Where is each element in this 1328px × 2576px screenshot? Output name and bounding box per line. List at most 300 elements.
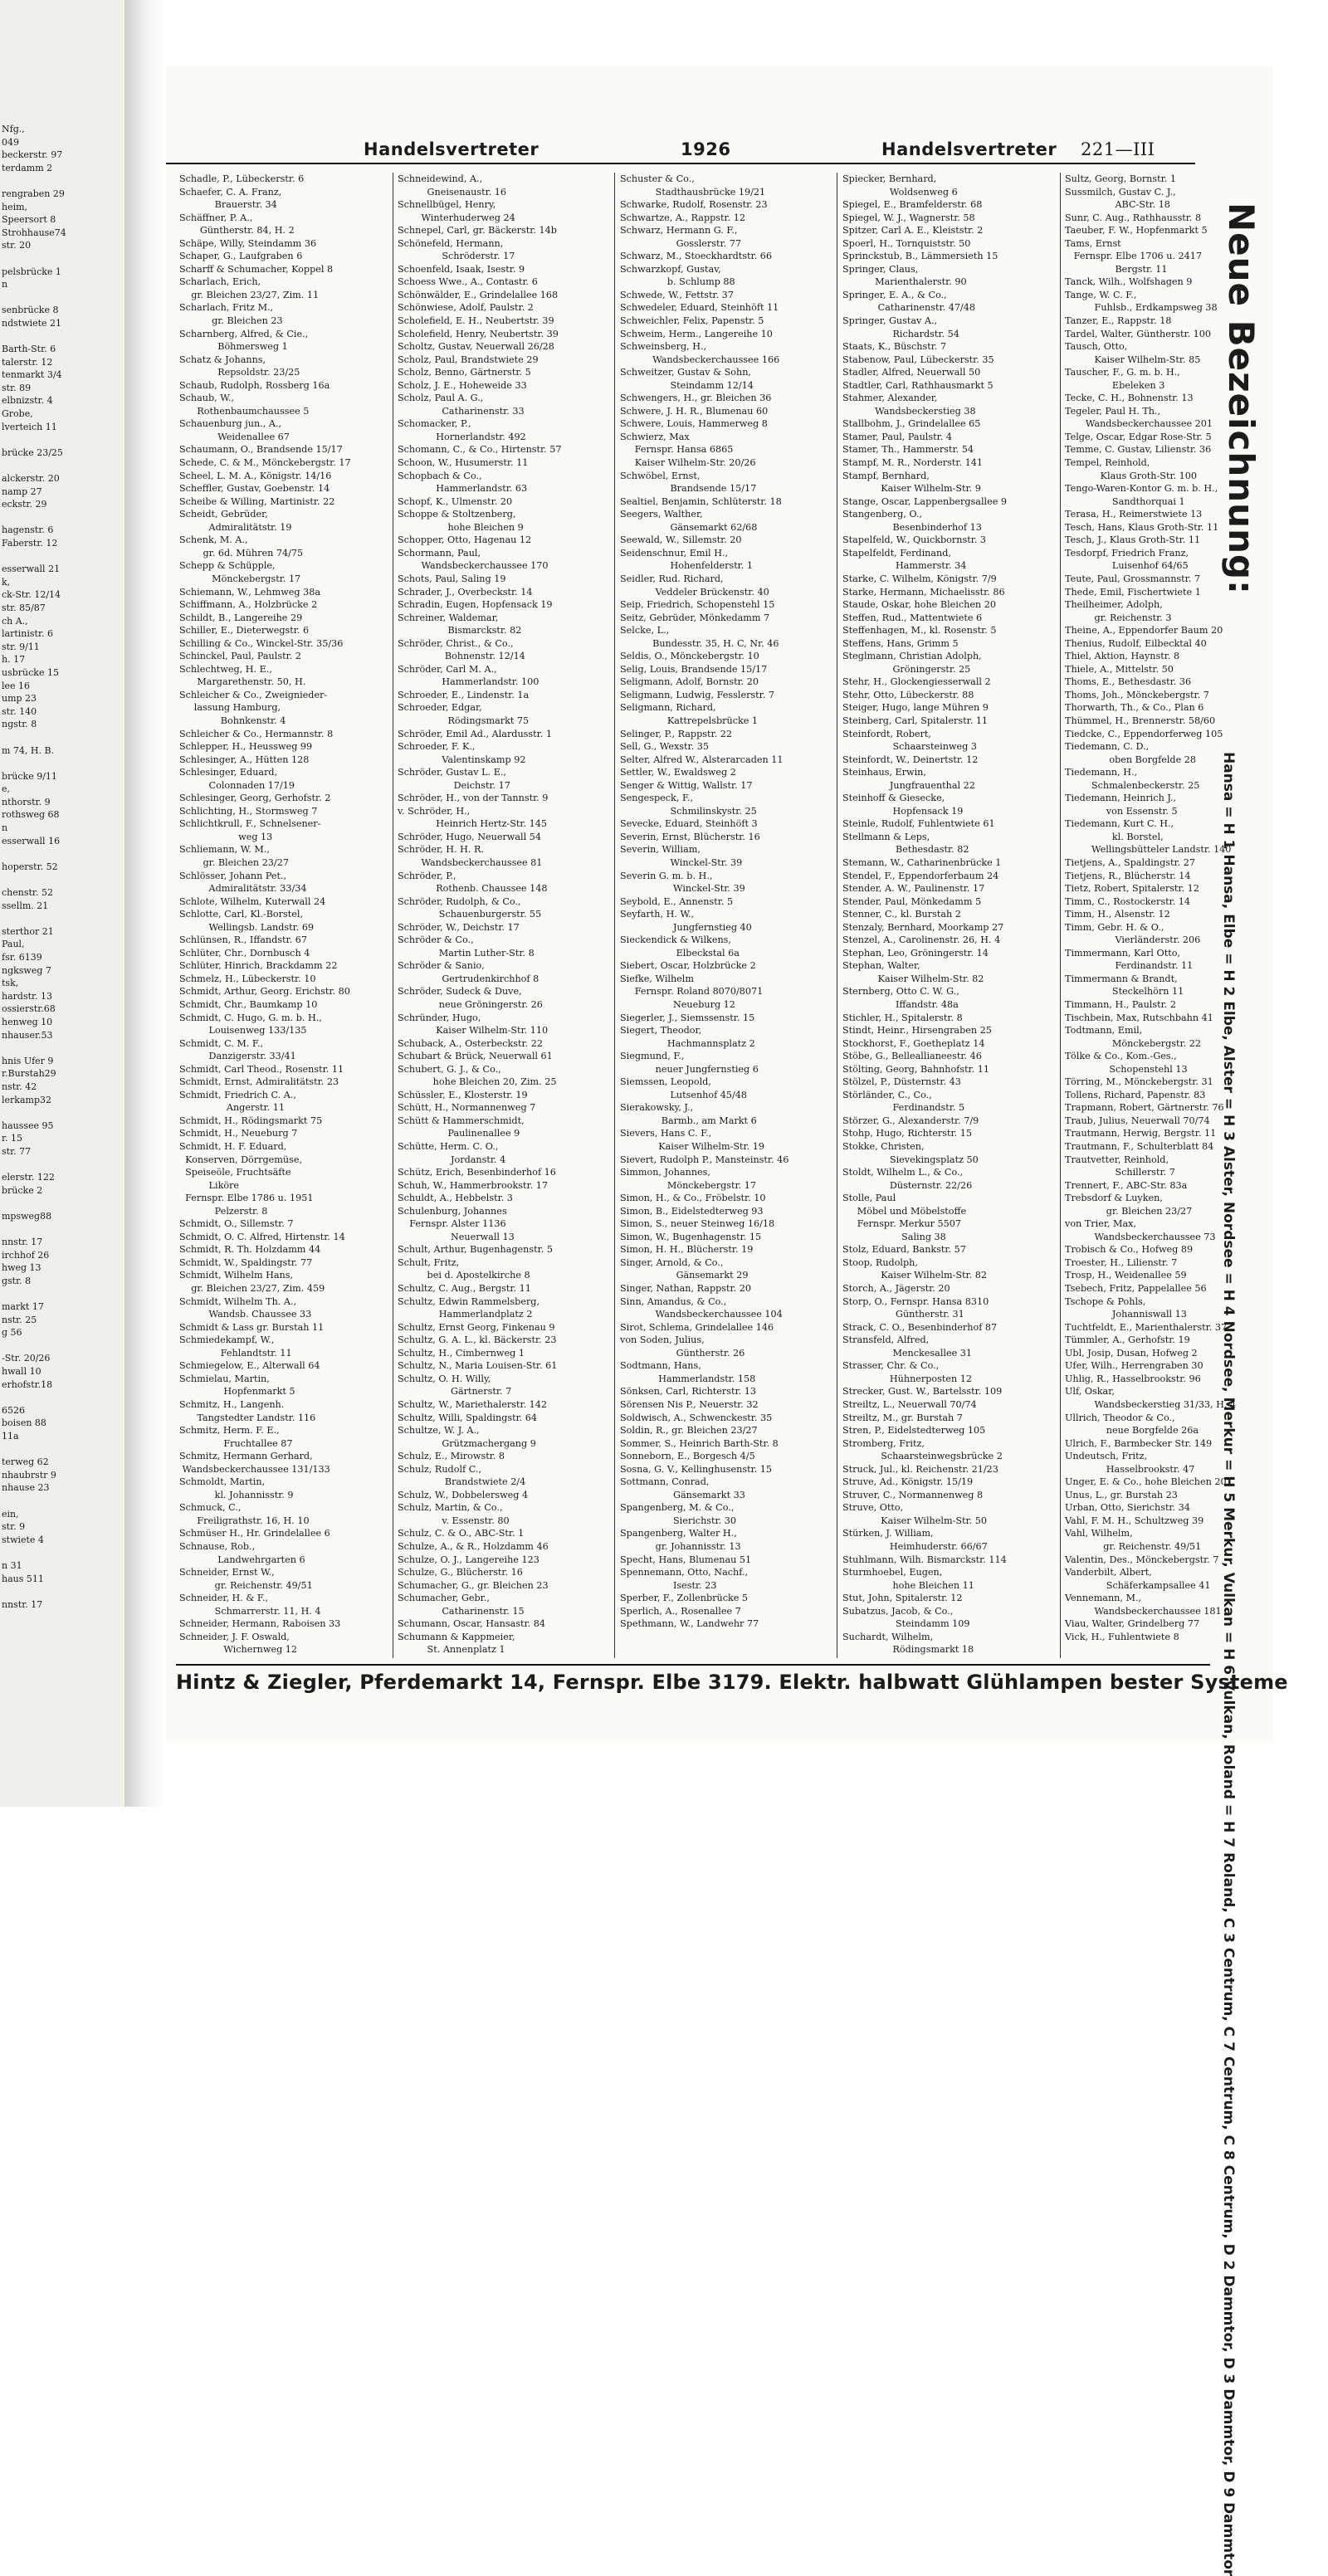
directory-entry-line: Schroeder, E., Lindenstr. 1a (398, 689, 530, 700)
directory-entry-line: Schultz, O. H. Willy, (398, 1373, 491, 1384)
binding-strip-line (0, 1391, 124, 1404)
directory-entry-line: Schuback, A., Osterbeckstr. 22 (398, 1037, 543, 1049)
directory-entry-line: Sosna, G. V., Kellinghusenstr. 15 (620, 1463, 773, 1475)
directory-entry-line: Klaus Groth-Str. 100 (1065, 470, 1198, 481)
directory-entry-line: Schinckel, Paul, Paulstr. 2 (179, 651, 301, 662)
directory-entry-line: Wandsbeckerchaussee 170 (398, 560, 549, 572)
directory-entry-line: Schiller, E., Dieterwegstr. 6 (179, 625, 310, 637)
directory-entry-line: Vick, H., Fuhlentwiete 8 (1065, 1631, 1179, 1642)
directory-entry-line: Schreiner, Waldemar, (398, 612, 499, 623)
directory-entry-line: Admiralitätstr. 33/34 (179, 883, 307, 895)
directory-entry-line: Schlechtweg, H. E., (179, 663, 272, 675)
directory-entry-line: Kaiser Wilhelm-Str. 20/26 (620, 457, 756, 469)
directory-entry-line: Schmidt, Ernst, Admiralitätstr. 23 (179, 1076, 339, 1088)
directory-entry-line: Schmidt, Friedrich C. A., (179, 1089, 296, 1100)
directory-entry-line: Tangstedter Landstr. 116 (179, 1412, 316, 1423)
directory-entry-line: Scheel, L. M. A., Königstr. 14/16 (179, 470, 332, 481)
directory-entry-line: Hachmannsplatz 2 (620, 1037, 755, 1049)
directory-entry-line: Schönefeld, Hermann, (398, 237, 504, 249)
binding-strip-line: ump 23 (2, 693, 37, 705)
directory-entry-line: Schneider, J. F. Oswald, (179, 1631, 290, 1642)
directory-entry-line: Marienthalerstr. 90 (842, 276, 967, 288)
directory-entry-line: Steindamm 109 (842, 1618, 970, 1630)
directory-entry-line: Schultze, W. J. A., (398, 1425, 480, 1437)
directory-entry-line: Stromberg, Fritz, (842, 1437, 925, 1449)
directory-entry-line: Schultz, W., Mariethalerstr. 142 (398, 1398, 548, 1410)
sidebar-subtitle: Hansa = H 1 Hansa, Elbe = H 2 Elbe, Alster = H 3 Alster, Nordsee = H 4 Nordsee, Merkur = H 5 Merkur, Vulkan = H 6 Vulkan, Roland = H 7 Roland, C 3 Centrum, C 7 Centrum, C 8 Centrum, D 2 Dammtor, D 3 Dammtor, D 9 Dammtor (1220, 752, 1237, 2576)
binding-strip-line (0, 1287, 124, 1300)
directory-entry-line: Törring, M., Mönckebergstr. 31 (1065, 1076, 1213, 1088)
directory-entry-line: Schütz, Erich, Besenbinderhof 16 (398, 1167, 556, 1178)
directory-entry-line: gr. Reichenstr. 3 (1065, 612, 1172, 623)
directory-entry-line: von Trier, Max, (1065, 1218, 1137, 1230)
directory-entry-line: Terasa, H., Reimerstwiete 13 (1065, 509, 1203, 520)
binding-strip (0, 0, 127, 1807)
directory-entry-line: Stoldt, Wilhelm L., & Co., (842, 1167, 964, 1178)
directory-entry-line: Schneider, H. & F., (179, 1593, 269, 1604)
directory-entry-line: Sirot, Schlema, Grindelallee 146 (620, 1321, 774, 1333)
directory-entry-line: Schillerstr. 7 (1065, 1167, 1175, 1178)
directory-entry-line: Sussmilch, Gustav C. J., (1065, 186, 1176, 198)
directory-entry-line: Struck, Jul., kl. Reichenstr. 21/23 (842, 1463, 998, 1475)
directory-entry-line: Siebert, Oscar, Holzbrücke 2 (620, 960, 756, 972)
directory-entry-line: Sievekingsplatz 50 (842, 1154, 979, 1165)
directory-entry-line: Severin G. m. b. H., (620, 870, 713, 881)
directory-entry-line: Schaumann, O., Brandsende 15/17 (179, 444, 343, 456)
directory-column-5 (1062, 173, 1237, 1658)
directory-entry-line: Hammerlandstr. 100 (398, 676, 540, 688)
directory-entry-line: Schneidewind, A., (398, 173, 483, 184)
binding-strip-line: erhofstr.18 (2, 1378, 53, 1390)
directory-entry-line: Starke, C. Wilhelm, Königstr. 7/9 (842, 573, 997, 584)
directory-entry-line: Schulze, A., & R., Holzdamm 46 (398, 1540, 549, 1552)
binding-strip-line: n 31 (2, 1559, 22, 1571)
directory-entry-line: Mönckebergstr. 17 (179, 573, 301, 584)
directory-entry-line: Brauerstr. 34 (179, 199, 277, 211)
binding-strip-line: nhause 23 (2, 1482, 50, 1494)
directory-entry-line: Wellingsbütteler Landstr. 140 (1065, 844, 1232, 856)
directory-entry-line: Scholz, J. E., Hoheweide 33 (398, 379, 527, 391)
directory-entry-line: Colonnaden 17/19 (179, 779, 295, 791)
directory-entry-line: Schoon, W., Husumerstr. 11 (398, 457, 529, 469)
directory-entry-line: Schweitzer, Gustav & Sohn, (620, 367, 751, 378)
directory-entry-line: Louisenweg 133/135 (179, 1025, 307, 1037)
directory-entry-line: Fernspr. Alster 1136 (398, 1218, 506, 1230)
directory-entry-line: Trautvetter, Reinhold, (1065, 1154, 1169, 1165)
directory-entry-line: Schlepper, H., Heussweg 99 (179, 741, 313, 753)
directory-entry-line: Schultz, G. A. L., kl. Bäckerstr. 23 (398, 1334, 557, 1346)
directory-entry-line: Schoppe & Stoltzenberg, (398, 509, 516, 520)
directory-entry-line: Wandsbeckerchaussee 104 (620, 1309, 783, 1320)
directory-entry-line: Seidler, Rud. Richard, (620, 573, 724, 584)
directory-entry-line: Simon, S., neuer Steinweg 16/18 (620, 1218, 775, 1230)
directory-entry-line: Suchardt, Wilhelm, (842, 1631, 934, 1642)
directory-entry-line: Simon, B., Eidelstedterweg 93 (620, 1205, 764, 1217)
directory-entry-line: Vierländerstr. 206 (1065, 934, 1201, 946)
binding-strip-line: esserwall 21 (2, 564, 61, 575)
directory-entry-line: Steglmann, Christian Adolph, (842, 651, 982, 662)
directory-entry-line: Tams, Ernst (1065, 237, 1121, 249)
directory-entry-line: Schmidt, R. Th. Holzdamm 44 (179, 1244, 321, 1256)
directory-entry-line: Schilling & Co., Winckel-Str. 35/36 (179, 637, 344, 649)
directory-entry-line: Schmidt & Lass gr. Burstah 11 (179, 1321, 325, 1333)
directory-entry-line: Schröder, Christ., & Co., (398, 637, 514, 649)
directory-entry-line: neue Gröningerstr. 26 (398, 999, 543, 1010)
directory-entry-line: Soldwisch, A., Schwenckestr. 35 (620, 1412, 773, 1423)
directory-entry-line: gr. Johannisstr. 13 (620, 1540, 741, 1552)
binding-strip-line: eckstr. 29 (2, 499, 47, 510)
directory-entry-line: Schlüter, Hinrich, Brackdamm 22 (179, 960, 338, 972)
directory-entry-line: Stephan, Leo, Gröningerstr. 14 (842, 947, 989, 959)
directory-entry-line: Wandsbeckerstieg 38 (842, 405, 976, 417)
directory-entry-line: gr. Bleichen 23/27 (1065, 1205, 1193, 1217)
directory-entry-line: Schmidt, H. F. Eduard, (179, 1141, 287, 1153)
directory-entry-line: kl. Borstel, (1065, 831, 1164, 842)
directory-entry-line: Theilheimer, Adolph, (1065, 599, 1163, 611)
binding-strip-text (0, 123, 124, 1611)
directory-entry-line: Stampf, Bernhard, (842, 470, 930, 481)
directory-entry-line: Thiel, Aktion, Haynstr. 8 (1065, 651, 1180, 662)
directory-entry-line: Seip, Friedrich, Schopenstehl 15 (620, 599, 775, 611)
binding-strip-line: n (2, 822, 8, 834)
directory-entry-line: Schneider, Hermann, Raboisen 33 (179, 1618, 341, 1630)
directory-entry-line: Schwarz, Hermann G. F., (620, 225, 738, 237)
binding-strip-line (0, 1159, 124, 1172)
binding-strip-line (0, 1443, 124, 1456)
directory-entry-line: gr. Bleichen 23 (179, 315, 283, 327)
directory-entry-line: Schneider, Ernst W., (179, 1567, 275, 1578)
directory-entry-line: Stapelfeld, W., Quickbornstr. 3 (842, 534, 987, 546)
directory-entry-line: Scharlach, Erich, (179, 276, 261, 288)
binding-strip-line (0, 1197, 124, 1210)
directory-entry-line: Fernspr. Roland 8070/8071 (620, 986, 764, 998)
directory-entry-line: Stampf, M. R., Norderstr. 141 (842, 457, 983, 469)
directory-entry-line: Kaiser Wilhelm-Str. 85 (1065, 354, 1201, 365)
directory-entry-line: Teute, Paul, Grossmannstr. 7 (1065, 573, 1201, 584)
directory-entry-line: Strasser, Chr. & Co., (842, 1360, 940, 1372)
directory-entry-line: Temme, C. Gustav, Lilienstr. 36 (1065, 444, 1212, 456)
directory-entry-line: Stenzel, A., Carolinenstr. 26, H. 4 (842, 934, 1001, 946)
directory-entry-line: Steinhoff & Giesecke, (842, 793, 945, 804)
directory-entry-line: Tollens, Richard, Papenstr. 83 (1065, 1089, 1206, 1100)
directory-entry-line: Vahl, F. M. H., Schultzweg 39 (1065, 1515, 1204, 1526)
directory-entry-line: Stichler, H., Spitalerstr. 8 (842, 1012, 963, 1023)
directory-entry-line: Tardel, Walter, Güntherstr. 100 (1065, 328, 1212, 339)
directory-entry-line: Schröder, Carl M. A., (398, 663, 497, 675)
directory-entry-line: Schauenburg jun., A., (179, 418, 282, 430)
directory-entry-line: Singer, Arnold, & Co., (620, 1256, 724, 1268)
directory-entry-line: Schmilinskystr. 25 (620, 805, 757, 817)
directory-entry-line: Schröder, Rudolph, & Co., (398, 895, 521, 907)
directory-entry-line: Schroeder, F. K., (398, 741, 476, 753)
directory-entry-line: Schaub, W., (179, 393, 234, 404)
directory-entry-line: Sievert, Rudolph P., Mansteinstr. 46 (620, 1154, 789, 1165)
directory-entry-line: Schröder, H., von der Tannstr. 9 (398, 793, 549, 804)
directory-entry-line: Schütt, H., Normannenweg 7 (398, 1102, 536, 1114)
directory-entry-line: gr. Bleichen 23/27 (179, 856, 289, 868)
directory-entry-line: Trautmann, F., Schulterblatt 84 (1065, 1141, 1214, 1153)
directory-entry-line: Schmalenbeckerstr. 25 (1065, 779, 1200, 791)
directory-entry-line: gr. 6d. Mühren 74/75 (179, 547, 304, 559)
directory-entry-line: Kaiser Wilhelm-Str. 50 (842, 1515, 987, 1526)
header-left-title: Handelsvertreter (364, 139, 540, 159)
directory-entry-line: Gänsemarkt 29 (620, 1270, 749, 1281)
directory-entry-line: Elbeckstal 6a (620, 947, 740, 959)
directory-entry-line: Bergstr. 11 (1065, 263, 1168, 275)
page-gutter (124, 0, 166, 1807)
directory-entry-line: Winterhuderweg 24 (398, 212, 515, 223)
binding-strip-line: namp 27 (2, 485, 42, 497)
directory-entry-line: Scholefield, E. H., Neubertstr. 39 (398, 315, 554, 327)
directory-entry-line: St. Annenplatz 1 (398, 1644, 505, 1656)
directory-entry-line: Schwere, Louis, Hammerweg 8 (620, 418, 768, 430)
directory-entry-line: Speiseöle, Fruchtsäfte (179, 1167, 291, 1178)
directory-entry-line: Schmidt, Wilhelm Hans, (179, 1270, 294, 1281)
directory-entry-line: Thenius, Rudolf, Eilbecktal 40 (1065, 637, 1207, 649)
directory-entry-line: Tuchtfeldt, E., Marienthalerstr. 37 (1065, 1321, 1228, 1333)
directory-entry-line: Tölke & Co., Kom.-Ges., (1065, 1051, 1177, 1062)
directory-entry-line: Schlesinger, A., Hütten 128 (179, 754, 310, 765)
directory-entry-line: Repsoldstr. 23/25 (179, 367, 300, 378)
directory-entry-line: Güntherstr. 26 (620, 1347, 745, 1359)
directory-entry-line: Theine, A., Eppendorfer Baum 20 (1065, 625, 1223, 637)
directory-entry-line: Schüssler, E., Klosterstr. 19 (398, 1089, 528, 1100)
binding-strip-line: mpsweg88 (2, 1210, 52, 1222)
directory-entry-line: Stender, A. W., Paulinenstr. 17 (842, 883, 985, 895)
binding-strip-line (0, 252, 124, 266)
directory-entry-line: Hohenfelderstr. 1 (620, 560, 754, 572)
directory-entry-line: Schrader, J., Overbeckstr. 14 (398, 586, 533, 598)
binding-strip-line: terdamm 2 (2, 162, 53, 173)
directory-entry-line: Tesdorpf, Friedrich Franz, (1065, 547, 1189, 559)
directory-entry-line: Schaper, G., Laufgraben 6 (179, 251, 303, 262)
directory-entry-line: Siegmund, F., (620, 1051, 685, 1062)
directory-entry-line: Paulinenallee 9 (398, 1128, 520, 1139)
directory-entry-line: Schlösser, Johann Pet., (179, 870, 287, 881)
directory-entry-line: Schulze, G., Blücherstr. 16 (398, 1567, 523, 1578)
directory-entry-line: Siegert, Theodor, (620, 1025, 702, 1037)
directory-entry-line: Ulf, Oskar, (1065, 1386, 1115, 1398)
directory-entry-line: hohe Bleichen 11 (842, 1579, 974, 1591)
directory-entry-line: Sturmhoebel, Eugen, (842, 1567, 943, 1578)
binding-strip-line (0, 1106, 124, 1120)
directory-entry-line: Rothenbaumchaussee 5 (179, 405, 310, 417)
directory-entry-line: gr. Bleichen 23/27, Zim. 459 (179, 1283, 325, 1295)
directory-entry-line: Schäpe, Willy, Steindamm 36 (179, 237, 317, 249)
directory-entry-line: Lutsenhof 45/48 (620, 1089, 748, 1100)
directory-entry-line: Strecker, Gust. W., Bartelsstr. 109 (842, 1386, 1003, 1398)
binding-strip-line: heim, (2, 201, 28, 212)
directory-entry-line: oben Borgfelde 28 (1065, 754, 1197, 765)
directory-entry-line: Schröder, W., Deichstr. 17 (398, 921, 520, 933)
directory-entry-line: Schmidt, C. M. F., (179, 1037, 264, 1049)
directory-entry-line: Schmidt, Arthur, Georg. Erichstr. 80 (179, 986, 350, 998)
directory-entry-line: Fernspr. Elbe 1706 u. 2417 (1065, 251, 1203, 262)
directory-entry-line: Stürken, J. William, (842, 1528, 934, 1539)
directory-entry-line: Selig, Louis, Brandsende 15/17 (620, 663, 768, 675)
directory-entry-line: Tange, W. C. F., (1065, 289, 1137, 300)
directory-entry-line: Schopf, K., Ulmenstr. 20 (398, 495, 513, 507)
directory-entry-line: Valentin, Des., Mönckebergstr. 7 (1065, 1554, 1219, 1565)
directory-entry-line: Heimhuderstr. 66/67 (842, 1540, 988, 1552)
binding-strip-line (0, 912, 124, 925)
directory-entry-line: Catharinenstr. 33 (398, 405, 525, 417)
directory-entry-line: Tümmler, A., Gerhofstr. 19 (1065, 1334, 1190, 1346)
directory-entry-line: Thoms, Joh., Mönckebergstr. 7 (1065, 689, 1209, 700)
directory-entry-line: Stabenow, Paul, Lübeckerstr. 35 (842, 354, 994, 365)
directory-entry-line: Stangenberg, O., (842, 509, 923, 520)
binding-strip-line: lee 16 (2, 680, 31, 691)
directory-entry-line: Subatzus, Jacob, & Co., (842, 1605, 954, 1617)
directory-entry-line: hohe Bleichen 9 (398, 521, 524, 533)
binding-strip-line (0, 433, 124, 446)
directory-entry-line: Kaiser Wilhelm-Str. 19 (620, 1141, 764, 1153)
directory-entry-line: Schiemann, W., Lehmweg 38a (179, 586, 321, 598)
directory-entry-line: Sommer, S., Heinrich Barth-Str. 8 (620, 1437, 779, 1449)
directory-entry-line: Storp, O., Fernspr. Hansa 8310 (842, 1295, 989, 1307)
sidebar-notice (1220, 173, 1278, 2576)
directory-entry-line: Seidenschnur, Emil H., (620, 547, 729, 559)
directory-entry-line: gr. Reichenstr. 49/51 (179, 1579, 313, 1591)
directory-entry-line: Kaiser Wilhelm-Str. 110 (398, 1025, 549, 1037)
directory-entry-line: Spiegel, E., Bramfelderstr. 68 (842, 199, 983, 211)
directory-entry-line: Schröder, Gustav L. E., (398, 767, 506, 778)
directory-entry-line: Schuldt, A., Hebbelstr. 3 (398, 1193, 513, 1204)
directory-entry-line: Schröder, Emil Ad., Alardusstr. 1 (398, 728, 552, 739)
directory-entry-line: Schulz, C. & O., ABC-Str. 1 (398, 1528, 525, 1539)
directory-entry-line: Heinrich Hertz-Str. 145 (398, 818, 547, 830)
directory-entry-line: Schönwiese, Adolf, Paulstr. 2 (398, 302, 534, 314)
binding-strip-line: chenstr. 52 (2, 887, 53, 899)
directory-entry-line: Sultz, Georg, Bornstr. 1 (1065, 173, 1176, 184)
directory-entry-line: Schwarzkopf, Gustav, (620, 263, 721, 275)
binding-strip-line: nnstr. 17 (2, 1598, 43, 1610)
binding-strip-line: hardstr. 13 (2, 990, 53, 1002)
directory-entry-line: Schaub, Rudolph, Rossberg 16a (179, 379, 330, 391)
directory-entry-line: Schaefer, C. A. Franz, (179, 186, 282, 198)
directory-entry-line: Fuhlsb., Erdkampsweg 38 (1065, 302, 1218, 314)
binding-strip-line (0, 731, 124, 744)
directory-entry-line: Stölzel, P., Düsternstr. 43 (842, 1076, 961, 1088)
binding-strip-line (0, 1222, 124, 1236)
directory-entry-line: weg 13 (179, 831, 273, 842)
directory-entry-line: Stadtler, Carl, Rathhausmarkt 5 (842, 379, 994, 391)
binding-strip-line: tenmarkt 3/4 (2, 369, 62, 381)
directory-entry-line: Schwarke, Rudolf, Rosenstr. 23 (620, 199, 768, 211)
binding-strip-line: senbrücke 8 (2, 305, 59, 316)
directory-entry-line: Springer, E. A., & Co., (842, 289, 947, 300)
directory-entry-line: Schoenfeld, Isaak, Isestr. 9 (398, 263, 525, 275)
directory-entry-line: Scharlach, Fritz M., (179, 302, 274, 314)
directory-entry-line: Steinle, Rudolf, Fuhlentwiete 61 (842, 818, 995, 830)
directory-entry-line: Stölting, Georg, Bahnhofstr. 11 (842, 1063, 990, 1075)
directory-entry-line: Schmuck, C., (179, 1502, 242, 1514)
directory-entry-line: Hammerlandstr. 63 (398, 483, 528, 495)
directory-entry-line: Seligmann, Adolf, Bornstr. 20 (620, 676, 759, 688)
directory-entry-line: Stapelfeldt, Ferdinand, (842, 547, 951, 559)
directory-entry-line: Sandthorquai 1 (1065, 495, 1185, 507)
directory-entry-line: Wellingsb. Landstr. 69 (179, 921, 315, 933)
directory-entry-line: Wandsbeckerchaussee 201 (1065, 418, 1213, 430)
directory-entry-line: Stenner, C., kl. Burstah 2 (842, 909, 961, 920)
directory-entry-line: Margarethenstr. 50, H. (179, 676, 306, 688)
directory-entry-line: Weidenallee 67 (179, 431, 290, 442)
binding-strip-line: hweg 13 (2, 1262, 42, 1274)
directory-entry-line: Schwierz, Max (620, 431, 690, 442)
directory-entry-line: Schwere, J. H. R., Blumenau 60 (620, 405, 769, 417)
directory-entry-line: Schlote, Wilhelm, Kuterwall 24 (179, 895, 326, 907)
directory-entry-line: Gosslerstr. 77 (620, 237, 741, 249)
binding-strip-line: 049 (2, 136, 19, 148)
directory-entry-line: Stohp, Hugo, Richterstr. 15 (842, 1128, 972, 1139)
directory-entry-line: Sieckendick & Wilkens, (620, 934, 731, 946)
page-number: 221—III (1081, 139, 1155, 159)
directory-entry-line: Schmidt, Wilhelm Th. A., (179, 1295, 297, 1307)
directory-entry-line: Seligmann, Richard, (620, 702, 716, 714)
directory-entry-line: Timm, C., Rostockerstr. 14 (1065, 895, 1191, 907)
directory-entry-line: Kattrepelsbrücke 1 (620, 715, 759, 726)
directory-entry-line: Schuh, W., Hammerbrookstr. 17 (398, 1179, 548, 1191)
binding-strip-line: terweg 62 (2, 1456, 49, 1468)
binding-strip-line: ngksweg 7 (2, 964, 51, 976)
directory-entry-line: Valentinskamp 92 (398, 754, 526, 765)
directory-entry-line: Tiedcke, C., Eppendorferweg 105 (1065, 728, 1223, 739)
directory-entry-line: Schomacker, P., (398, 418, 471, 430)
directory-entry-line: Schwartze, A., Rappstr. 12 (620, 212, 745, 223)
binding-strip-line: str. 9 (2, 1521, 26, 1533)
directory-entry-line: Jungfernstieg 40 (620, 921, 752, 933)
directory-entry-line: gr. Reichenstr. 49/51 (1065, 1540, 1202, 1552)
directory-entry-line: Schmidt, W., Spaldingstr. 77 (179, 1256, 313, 1268)
binding-strip-line: 11a (2, 1430, 19, 1442)
binding-strip-line (0, 174, 124, 188)
directory-entry-line: Steffens, Hans, Grimm 5 (842, 637, 959, 649)
binding-strip-line (0, 1339, 124, 1353)
binding-strip-line: hwall 10 (2, 1366, 42, 1377)
binding-strip-line: ssellm. 21 (2, 900, 49, 911)
directory-entry-line: Stallbohm, J., Grindelallee 65 (842, 418, 981, 430)
binding-strip-line: nstr. 25 (2, 1314, 37, 1325)
binding-strip-line: elbnizstr. 4 (2, 395, 53, 407)
directory-entry-line: Hornerlandstr. 492 (398, 431, 526, 442)
binding-strip-line: nhauser.53 (2, 1029, 53, 1041)
header-right-title: Handelsvertreter (881, 139, 1057, 159)
directory-entry-line: Schuster & Co., (620, 173, 695, 184)
directory-entry-line: Sternberg, Otto C. W. G., (842, 986, 959, 998)
directory-entry-line: Selter, Alfred W., Alsterarcaden 11 (620, 754, 784, 765)
directory-entry-line: Scholz, Paul, Brandstwiete 29 (398, 354, 539, 365)
binding-strip-line (0, 1042, 124, 1055)
directory-entry-line: Tegeler, Paul H. Th., (1065, 405, 1161, 417)
directory-entry-line: Rothenb. Chaussee 148 (398, 883, 548, 895)
binding-strip-line: usbrücke 15 (2, 666, 59, 678)
directory-entry-line: Schopbach & Co., (398, 470, 482, 481)
directory-entry-line: Schwede, W., Fettstr. 37 (620, 289, 734, 300)
directory-entry-line: Scholtz, Gustav, Neuerwall 26/28 (398, 341, 554, 353)
directory-entry-line: Struver, C., Normannenweg 8 (842, 1489, 984, 1500)
directory-entry-line: Schaarsteinwegsbrücke 2 (842, 1451, 1003, 1462)
directory-entry-line: Winckel-Str. 39 (620, 856, 743, 868)
directory-entry-line: v. Schröder, H., (398, 805, 471, 817)
directory-entry-line: Spangenberg, M. & Co., (620, 1502, 735, 1514)
directory-entry-line: Timm, Gebr. H. & O., (1065, 921, 1164, 933)
binding-strip-line: hnis Ufer 9 (2, 1055, 54, 1066)
directory-entry-line: Schmidt, H., Rödingsmarkt 75 (179, 1115, 323, 1126)
directory-entry-line: Thoms, E., Bethesdastr. 36 (1065, 676, 1192, 688)
directory-entry-line: Freiligrathstr. 16, H. 10 (179, 1515, 310, 1526)
directory-entry-line: Schröder, Hugo, Neuerwall 54 (398, 831, 541, 842)
directory-entry-line: Sell, G., Wexstr. 35 (620, 741, 709, 753)
